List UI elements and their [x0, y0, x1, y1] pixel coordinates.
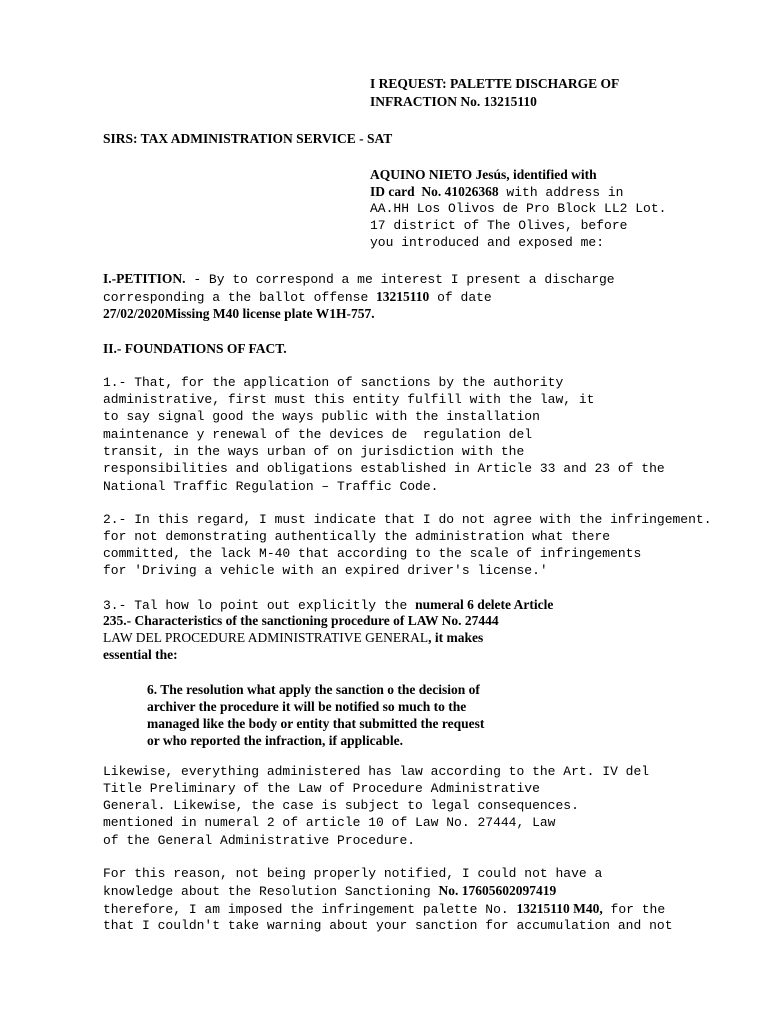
para1-line: transit, in the ways urban of on jurisdiction with the [103, 444, 525, 459]
para3-line-3: LAW DEL PROCEDURE ADMINISTRATIVE GENERAL, it makes [103, 630, 484, 645]
quote-line: archiver the procedure it will be notified so much to the [147, 699, 467, 714]
para2-line: for not demonstrating authentically the administration what there [103, 529, 611, 544]
resolution-number: No. 17605602097419 [438, 883, 557, 898]
para4-line: mentioned in numeral 2 of article 10 of Law No. 27444, Law [103, 815, 556, 830]
title-line-2: INFRACTION No. 13215110 [370, 94, 537, 109]
para1-line: responsibilities and obligations established in Article 33 and 23 of the [103, 461, 665, 476]
para5-line-1: For this reason, not being properly notified, I could not have a [103, 866, 603, 881]
para2-line: 2.- In this regard, I must indicate that I do not agree with the infringement. [103, 512, 712, 527]
para2-line: committed, the lack M-40 that according to the scale of infringements [103, 546, 642, 561]
petition-heading: I.-PETITION. [103, 271, 186, 286]
para2-line: for 'Driving a vehicle with an expired driver's license.' [103, 563, 548, 578]
intro-line-1: AQUINO NIETO Jesús, identified with [370, 167, 597, 182]
intro-line-4: 17 district of The Olives, before [370, 218, 628, 233]
para4-line: Title Preliminary of the Law of Procedure Administrative [103, 781, 540, 796]
para4-line: of the General Administrative Procedure. [103, 833, 416, 848]
intro-line-3: AA.HH Los Olivos de Pro Block LL2 Lot. [370, 201, 667, 216]
para1-line: National Traffic Regulation – Traffic Code. [103, 479, 439, 494]
para4-line: General. Likewise, the case is subject to legal consequences. [103, 798, 579, 813]
para1-line: administrative, first must this entity fulfill with the law, it [103, 392, 595, 407]
para3-line-1: 3.- Tal how lo point out explicitly the numeral 6 delete Article [103, 597, 554, 613]
petition-line-3: 27/02/2020Missing M40 license plate W1H-757. [103, 306, 375, 321]
para5-line-3: therefore, I am imposed the infringement palette No. 13215110 M40, for the [103, 901, 666, 917]
petition-line-1: I.-PETITION. - By to correspond a me interest I present a discharge [103, 271, 615, 287]
intro-line-2: ID card No. 41026368 with address in [370, 184, 624, 200]
ballot-offense-number: 13215110 [376, 289, 430, 304]
addressee: SIRS: TAX ADMINISTRATION SERVICE - SAT [103, 131, 393, 146]
intro-line-5: you introduced and exposed me: [370, 235, 605, 250]
quote-line: or who reported the infraction, if applicable. [147, 733, 403, 748]
quote-line: managed like the body or entity that submitted the request [147, 716, 485, 731]
para1-line: 1.- That, for the application of sanctions by the authority [103, 375, 564, 390]
para4-line: Likewise, everything administered has law according to the Art. IV del [103, 764, 650, 779]
para3-line-4: essential the: [103, 647, 178, 662]
para1-line: to say signal good the ways public with the installation [103, 409, 540, 424]
title-line-1: I REQUEST: PALETTE DISCHARGE OF [370, 76, 620, 91]
petition-line-2: corresponding a the ballot offense 13215110 of date [103, 289, 492, 305]
id-card-number: ID card No. 41026368 [370, 184, 499, 199]
para5-line-4: that I couldn't take warning about your sanction for accumulation and not [103, 918, 673, 933]
para5-line-2: knowledge about the Resolution Sanctioning No. 17605602097419 [103, 883, 557, 899]
para3-line-2: 235.- Characteristics of the sanctioning procedure of LAW No. 27444 [103, 613, 499, 628]
palette-number: 13215110 M40, [516, 901, 603, 916]
foundations-heading: II.- FOUNDATIONS OF FACT. [103, 341, 287, 356]
quote-line: 6. The resolution what apply the sanction o the decision of [147, 682, 480, 697]
para1-line: maintenance y renewal of the devices de regulation del [103, 427, 533, 442]
